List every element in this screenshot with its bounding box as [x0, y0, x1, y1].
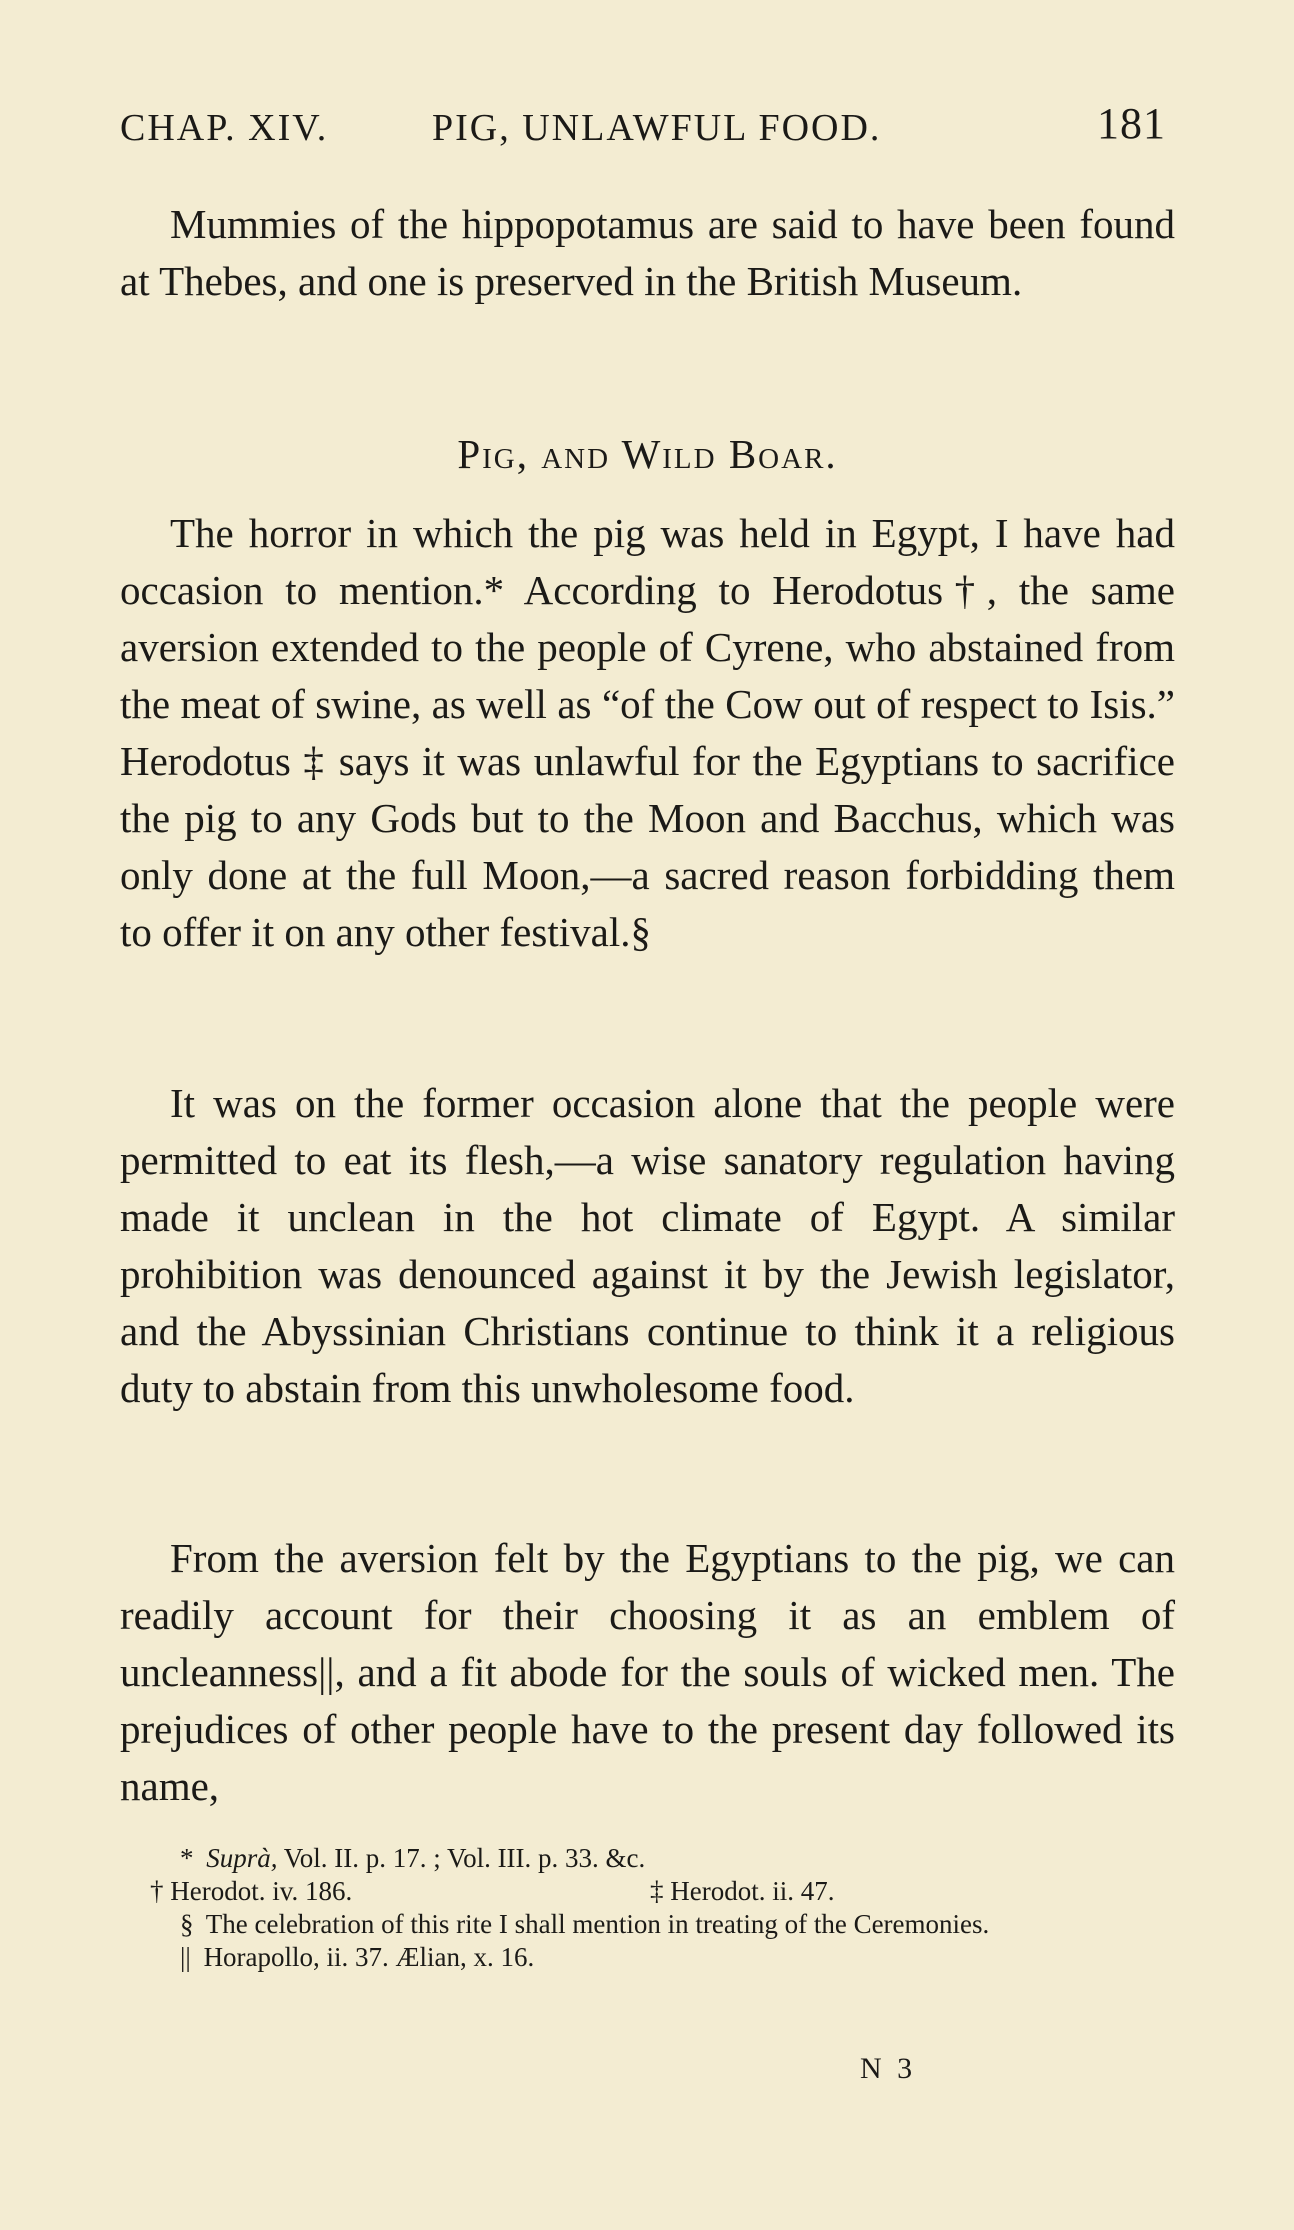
footnotes: [120, 1842, 1175, 1974]
footnote-mark: ||: [180, 1942, 191, 1972]
footnote-1: [120, 1842, 1175, 1875]
paragraph-text: From the aversion felt by the Egyptians to the pig, we can readily account for their choosing it as an emblem of uncleanness||, and a fit abode for the souls of wicked men. The prejudices of other people have to the present day followed its name,: [120, 1535, 1175, 1809]
footnote-text: Vol. II. p. 17. ; Vol. III. p. 33. &c.: [283, 1843, 646, 1873]
paragraph-text: It was on the former occasion alone that the people were permitted to eat its flesh,—a wise sanatory regulation having made it unclean in the hot climate of Egypt. A similar prohibition was denounced against it by the Jewish legislator, and the Abyssinian Christians continue to think it a religious duty to abstain from this unwholesome food.: [120, 1080, 1175, 1411]
footnote-mark: ‡: [650, 1876, 664, 1906]
paragraph-text: The horror in which the pig was held in Egypt, I have had occasion to mention.* According to Herodotus†, the same aversion extended to the people of Cyrene, who abstained from the meat of swine, as well as “of the Cow out of respect to Isis.” Herodotus ‡ says it was unlawful for the Egyptians to sacrifice the pig to any Gods but to the Moon and Bacchus, which was only done at the full Moon,—a sacred reason forbidding them to offer it on any other festival.§: [120, 510, 1175, 955]
footnote-text: The celebration of this rite I shall mention in treating of the Ceremonies.: [205, 1909, 990, 1939]
paragraph-flesh-eating: [120, 1075, 1175, 1417]
footnote-3: [620, 1875, 834, 1908]
page-number: 181: [1097, 99, 1166, 148]
footnote-4: [120, 1908, 1175, 1941]
paragraph-pig-horror: [120, 505, 1175, 961]
paragraph-aversion: [120, 1530, 1175, 1815]
signature-mark: N 3: [860, 2052, 917, 2085]
section-heading: Pig, and Wild Boar.: [457, 431, 838, 477]
chapter-label: CHAP. XIV.: [120, 107, 329, 149]
footnote-text: Herodot. ii. 47.: [670, 1876, 835, 1906]
footnote-italic: Suprà,: [206, 1843, 278, 1873]
footnote-2: [120, 1875, 620, 1908]
paragraph-hippopotamus: [120, 196, 1175, 310]
footnote-text: Horapollo, ii. 37. Ælian, x. 16.: [203, 1942, 535, 1972]
running-head: [120, 98, 1166, 158]
footnote-5: [120, 1941, 1175, 1974]
footnote-mark: †: [150, 1876, 164, 1906]
footnote-row-2-3: [120, 1875, 1175, 1908]
footnote-mark: *: [180, 1843, 194, 1873]
paragraph-text: Mummies of the hippopotamus are said to have been found at Thebes, and one is preserved in the British Museum.: [120, 201, 1175, 304]
footnote-mark: §: [180, 1909, 194, 1939]
running-title: PIG, UNLAWFUL FOOD.: [432, 107, 882, 149]
footnote-text: Herodot. iv. 186.: [170, 1876, 353, 1906]
